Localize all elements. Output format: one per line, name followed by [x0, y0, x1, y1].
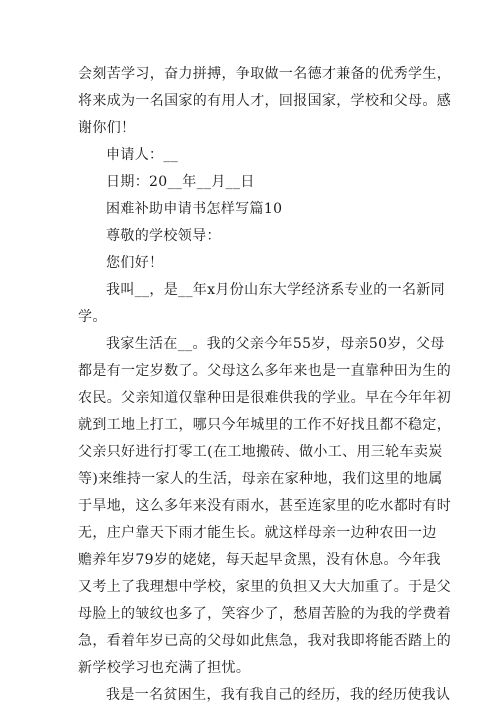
text-line: 农民。父亲知道仅靠种田是很难供我的学业。早在今年年初: [78, 390, 452, 406]
text-line: 学。: [78, 309, 107, 325]
text-line: 将来成为一名国家的有用人才，回报国家，学校和父母。感: [78, 93, 452, 109]
text-line: 父亲只好进行打零工(在工地搬砖、做小工、用三轮车卖炭: [78, 444, 443, 460]
text-line: 无，庄户靠天下雨才能生长。就这样母亲一边种农田一边: [78, 525, 437, 541]
text-line: 都是有一定岁数了。父母这么多年来也是一直靠种田为生的: [78, 363, 452, 379]
text-line: 急，看着年岁已高的父母如此焦急，我对我即将能否踏上的: [78, 633, 452, 649]
text-line: 我叫__，是__年x月份山东大学经济系专业的一名新同: [106, 282, 445, 298]
text-line: 于旱地，这么多年来没有雨水，甚至连家里的吃水都时有时: [78, 498, 452, 514]
date-line: 日期：20__年__月__日: [106, 174, 255, 190]
greeting: 您们好！: [106, 255, 164, 271]
text-line: 等)来维持一家人的生活，母亲在家种地，我们这里的地属: [78, 471, 443, 487]
text-line: 新学校学习也充满了担忧。: [78, 660, 251, 676]
text-line: 就到工地上打工，哪只今年城里的工作不好找且都不稳定，: [78, 417, 452, 433]
text-line: 会刻苦学习，奋力拼搏，争取做一名德才兼备的优秀学生，: [78, 66, 452, 82]
text-line: 赡养年岁79岁的姥姥，每天起早贪黑，没有休息。今年我: [78, 552, 441, 568]
text-line: 母脸上的皱纹也多了，笑容少了，愁眉苦脸的为我的学费着: [78, 606, 452, 622]
text-line: 又考上了我理想中学校，家里的负担又大大加重了。于是父: [78, 579, 452, 595]
salutation: 尊敬的学校领导：: [106, 228, 221, 244]
text-line: 我是一名贫困生，我有我自己的经历，我的经历使我认: [106, 687, 451, 703]
text-line: 谢你们！: [78, 120, 136, 136]
applicant-line: 申请人：__: [106, 147, 179, 163]
section-heading: 困难补助申请书怎样写篇10: [106, 201, 283, 217]
text-line: 我家生活在__。我的父亲今年55岁，母亲50岁，父母: [106, 336, 445, 352]
